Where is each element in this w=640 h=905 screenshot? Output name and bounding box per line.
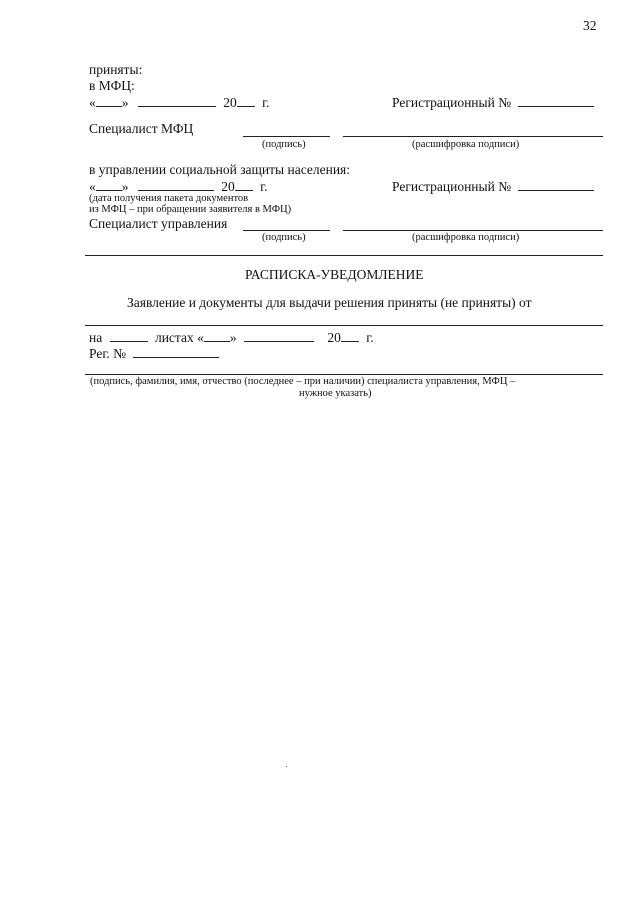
- day-blank: [96, 179, 122, 191]
- year-suffix: г.: [262, 95, 270, 110]
- mfc-decoding-caption: (расшифровка подписи): [412, 139, 520, 150]
- in-mfc-label: в МФЦ:: [89, 78, 135, 93]
- year-suffix: г.: [260, 179, 268, 194]
- mfc-signature-caption: (подпись): [262, 139, 306, 150]
- social-heading: в управлении социальной защиты населения:: [89, 162, 351, 177]
- social-decoding-line: [343, 230, 603, 231]
- mfc-reg-number: [392, 95, 594, 110]
- year-prefix: 20: [223, 95, 237, 110]
- day-blank: [96, 95, 122, 107]
- receipt-footer-line2: нужное указать): [299, 388, 372, 399]
- year-prefix: 20: [327, 330, 341, 345]
- mfc-signature-line: [243, 136, 330, 137]
- sheets-label: листах «: [154, 330, 204, 345]
- social-date-line: [89, 179, 268, 194]
- reg-number-label: Регистрационный №: [392, 95, 512, 110]
- mfc-date-line: [89, 95, 270, 110]
- accepted-label: приняты:: [89, 62, 143, 77]
- sheets-count-blank: [110, 330, 148, 342]
- mfc-specialist-label: Специалист МФЦ: [89, 121, 194, 136]
- year-blank: [341, 330, 359, 342]
- reg-number-blank: [518, 179, 594, 191]
- social-specialist-label: Специалист управления: [89, 216, 228, 231]
- social-signature-line: [243, 230, 330, 231]
- day-blank: [204, 330, 230, 342]
- mfc-decoding-line: [343, 136, 603, 137]
- year-blank: [237, 95, 255, 107]
- reg-label: Рег. №: [89, 346, 126, 361]
- section-separator: [85, 255, 603, 256]
- year-suffix: г.: [366, 330, 374, 345]
- social-reg-number: [392, 179, 594, 194]
- quote-close: »: [121, 95, 129, 110]
- reg-number-label: Регистрационный №: [392, 179, 512, 194]
- receipt-footer-line1: (подпись, фамилия, имя, отчество (последнее – при наличии) специалиста управления, МФЦ –: [90, 376, 516, 387]
- quote-close: »: [121, 179, 129, 194]
- quote-open: «: [89, 95, 96, 110]
- on-label: на: [89, 330, 103, 345]
- quote-open: «: [89, 179, 96, 194]
- quote-close: »: [229, 330, 237, 345]
- receipt-sheets-line: [89, 330, 374, 345]
- year-blank: [235, 179, 253, 191]
- social-note-line1: (дата получения пакета документов: [89, 193, 249, 204]
- receipt-statement: Заявление и документы для выдачи решения приняты (не приняты) от: [127, 295, 532, 310]
- stray-dot-mark: [286, 766, 287, 767]
- month-blank: [138, 95, 216, 107]
- year-prefix: 20: [221, 179, 235, 194]
- month-blank: [138, 179, 214, 191]
- receipt-reg-line: [89, 346, 219, 361]
- social-signature-caption: (подпись): [262, 232, 306, 243]
- month-blank: [244, 330, 314, 342]
- specialist-signature-line: [85, 374, 603, 375]
- reg-number-blank: [518, 95, 594, 107]
- social-note-line2: из МФЦ – при обращении заявителя в МФЦ): [89, 204, 292, 215]
- reg-number-blank: [133, 346, 219, 358]
- receipt-title: РАСПИСКА-УВЕДОМЛЕНИЕ: [245, 267, 424, 282]
- page-number: 32: [583, 18, 597, 33]
- applicant-line: [85, 325, 603, 326]
- social-decoding-caption: (расшифровка подписи): [412, 232, 520, 243]
